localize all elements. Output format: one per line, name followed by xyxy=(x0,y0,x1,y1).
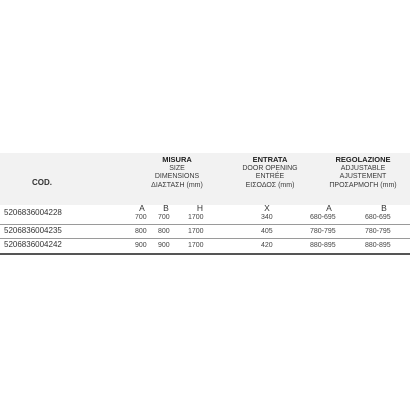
row-3-adj-a: 880-895 xyxy=(310,242,336,249)
row-1-h: 1700 xyxy=(188,214,204,221)
row-divider-2 xyxy=(0,238,410,239)
sub-header-x: X xyxy=(264,203,270,213)
sub-header-b: B xyxy=(163,203,169,213)
table-bottom-rule xyxy=(0,253,410,255)
row-2-x: 405 xyxy=(261,228,273,235)
misura-title: MISURA xyxy=(162,155,192,164)
sub-header-a: A xyxy=(139,203,145,213)
row-2-adj-b: 780-795 xyxy=(365,228,391,235)
regolazione-line-1: ADJUSTABLE xyxy=(340,164,386,172)
row-2-a: 800 xyxy=(135,228,147,235)
row-2-adj-a: 780-795 xyxy=(310,228,336,235)
regolazione-title: REGOLAZIONE xyxy=(335,155,391,164)
entrata-line-2: ENTRÉE xyxy=(255,173,285,180)
regolazione-header xyxy=(322,156,404,190)
row-3-h: 1700 xyxy=(188,242,204,249)
row-3-a: 900 xyxy=(135,242,147,249)
row-3-b: 900 xyxy=(158,242,170,249)
misura-header xyxy=(132,156,222,190)
row-1-x: 340 xyxy=(261,214,273,221)
sub-header-adj-b: B xyxy=(381,203,387,213)
sub-header-adj-a: A xyxy=(326,203,332,213)
row-2-code: 5206836004235 xyxy=(4,226,62,235)
entrata-title: ENTRATA xyxy=(252,155,288,164)
row-3-adj-b: 880-895 xyxy=(365,242,391,249)
row-1-code: 5206836004228 xyxy=(4,208,62,217)
misura-line-2: DIMENSIONS xyxy=(154,173,200,180)
entrata-header xyxy=(230,156,310,190)
row-2-h: 1700 xyxy=(188,228,204,235)
sub-header-h: H xyxy=(196,203,204,213)
row-1-a: 700 xyxy=(135,214,147,221)
misura-line-3: ΔΙΑΣΤΑΣΗ (mm) xyxy=(151,181,203,189)
entrata-line-3: ΕΙΣΟΔΟΣ (mm) xyxy=(245,181,295,189)
row-3-x: 420 xyxy=(261,242,273,249)
row-1-b: 700 xyxy=(158,214,170,221)
regolazione-line-2: AJUSTEMENT xyxy=(339,173,387,180)
regolazione-line-3: ΠΡΟΣΑΡΜΟΓΗ (mm) xyxy=(329,181,397,189)
row-3-code: 5206836004242 xyxy=(4,240,62,249)
misura-line-1: SIZE xyxy=(169,164,185,172)
cod-header: COD. xyxy=(32,178,52,187)
row-divider-1 xyxy=(0,224,410,225)
row-1-adj-a: 680-695 xyxy=(310,214,336,221)
entrata-line-1: DOOR OPENING xyxy=(242,164,298,172)
row-2-b: 800 xyxy=(158,228,170,235)
row-1-adj-b: 680-695 xyxy=(365,214,391,221)
